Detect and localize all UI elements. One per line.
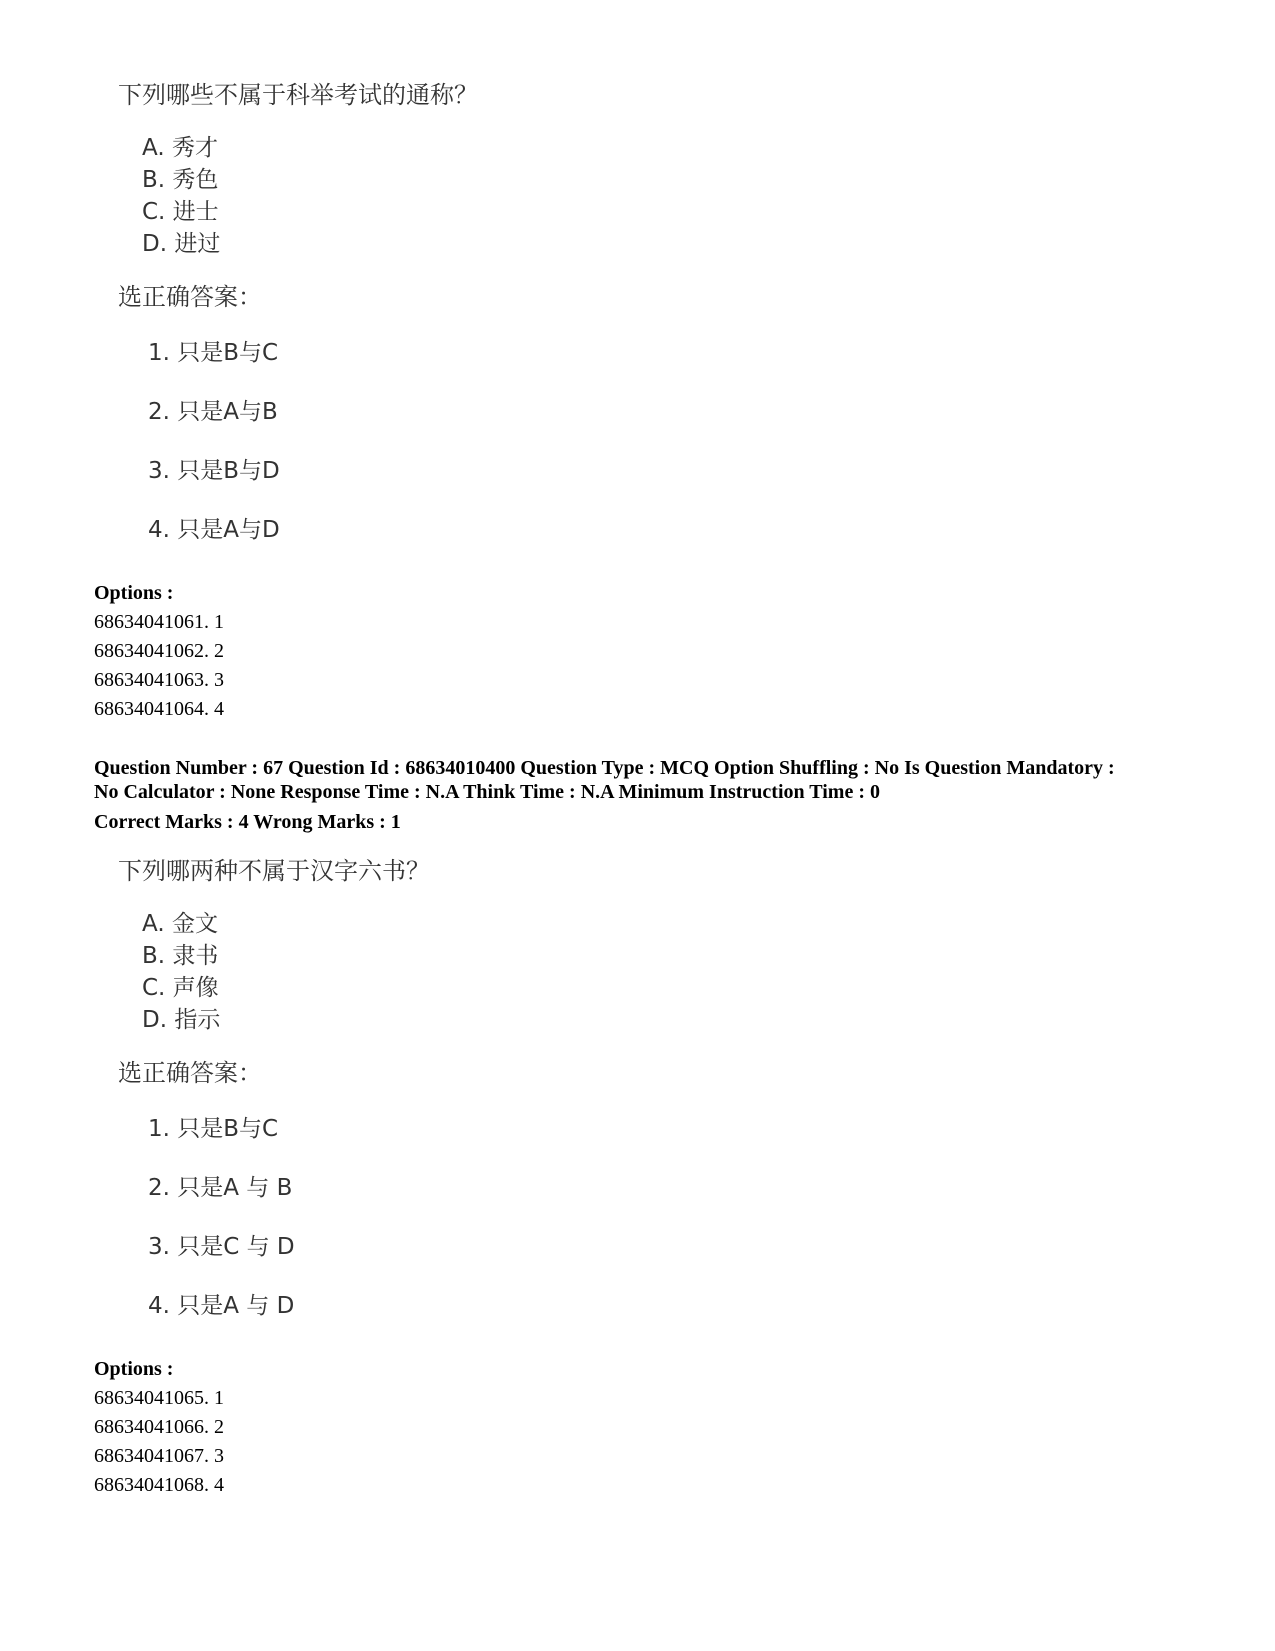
answer-list [118,1114,718,1350]
marks-line: Correct Marks : 4 Wrong Marks : 1 [94,811,401,833]
answer-item: 4. 只是A与D [148,517,280,543]
choice-item: A. 金文 [142,911,218,937]
answer-item: 2. 只是A与B [148,399,278,425]
choice-list [118,908,718,1036]
answer-prompt: 选正确答案： [118,1059,262,1087]
choice-item: B. 隶书 [142,943,219,969]
question-header-2 [94,756,1194,834]
choice-item: D. 指示 [142,1007,221,1033]
answer-item: 3. 只是C 与 D [148,1234,295,1260]
choice-item: A. 秀才 [142,135,218,161]
option-item: 68634041064. 4 [94,698,224,720]
question-meta-line: No Calculator : None Response Time : N.A Think Time : N.A Minimum Instruction Time : 0 [94,781,880,803]
option-item: 68634041063. 3 [94,669,224,691]
question-stem: 下列哪些不属于科举考试的通称？ [118,81,478,109]
answer-item: 1. 只是B与C [148,340,279,366]
option-item: 68634041062. 2 [94,640,224,662]
option-item: 68634041061. 1 [94,611,224,633]
answer-item: 1. 只是B与C [148,1116,279,1142]
option-item: 68634041068. 4 [94,1474,224,1496]
options-block-1 [94,579,1194,724]
answer-prompt: 选正确答案： [118,283,262,311]
options-label: Options : [94,582,174,604]
answer-item: 4. 只是A 与 D [148,1293,295,1319]
options-label: Options : [94,1358,174,1380]
choice-item: B. 秀色 [142,167,219,193]
choice-item: C. 声像 [142,975,219,1001]
option-item: 68634041065. 1 [94,1387,224,1409]
question-image-2 [118,856,718,1350]
answer-list [118,338,718,574]
choice-item: C. 进士 [142,199,219,225]
answer-item: 3. 只是B与D [148,458,280,484]
question-stem: 下列哪两种不属于汉字六书？ [118,857,430,885]
choice-list [118,132,718,260]
question-image-1 [118,80,718,574]
choice-item: D. 进过 [142,231,221,257]
answer-item: 2. 只是A 与 B [148,1175,293,1201]
question-meta-line: Question Number : 67 Question Id : 68634010400 Question Type : MCQ Option Shuffling : No Is Question Mandatory : [94,757,1115,779]
options-block-2 [94,1355,1194,1500]
option-item: 68634041067. 3 [94,1445,224,1467]
option-item: 68634041066. 2 [94,1416,224,1438]
